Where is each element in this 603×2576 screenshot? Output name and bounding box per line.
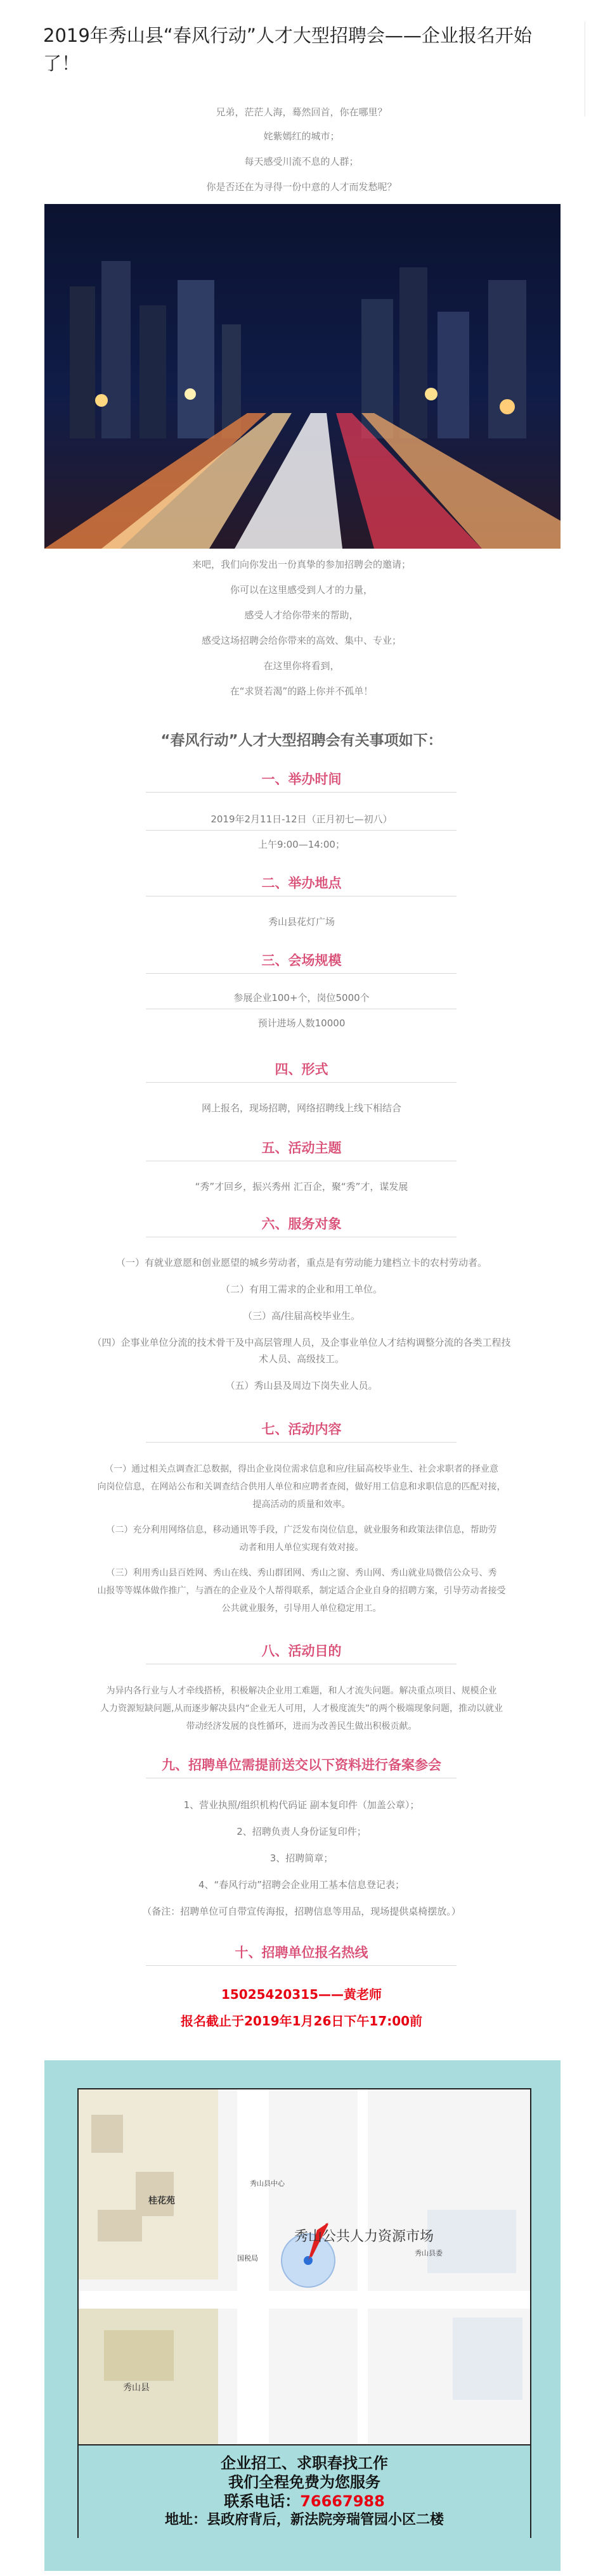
banner-phone-label: 联系电话： — [224, 2492, 301, 2510]
divider — [146, 973, 457, 974]
section-heading-7: 七、活动内容 — [261, 1422, 342, 1437]
section-heading-8: 八、活动目的 — [261, 1643, 342, 1659]
intro-line-3: 每天感受川流不息的人群； — [244, 156, 359, 167]
section-7-p1-2: 向岗位信息，在网站公布和关调查结合供用人单位和应聘者查阅，做好用工信息和求职信息的匹配对接， — [97, 1482, 506, 1492]
section-heading-1: 一、举办时间 — [261, 772, 342, 787]
section-heading-2: 二、举办地点 — [261, 876, 342, 891]
section-5-text: “秀”才回乡，振兴秀州 汇百企，聚“秀”才，谋发展 — [195, 1181, 408, 1192]
section-7-p1-3: 提高活动的质量和效率。 — [252, 1500, 351, 1510]
section-9-item-5: （备注：招聘单位可自带宣传海报，招聘信息等用品，现场提供桌椅摆放。） — [142, 1906, 461, 1917]
divider — [146, 1082, 457, 1083]
section-6-item-3: （三）高/往届高校毕业生。 — [242, 1310, 361, 1322]
map-label: 国税局 — [237, 2254, 258, 2262]
section-3-text-2: 预计进场人数10000 — [257, 1017, 346, 1029]
map-label: 秀山县委 — [415, 2249, 443, 2257]
hotline-number: 15025420315——黄老师 — [221, 1987, 382, 2002]
section-1-text-1: 2019年2月11日-12日（正月初七—初八） — [211, 813, 392, 825]
section-1-text-2: 上午9:00—14:00； — [258, 839, 345, 850]
section-heading-6: 六、服务对象 — [261, 1216, 342, 1232]
section-6-item-2: （二）有用工需求的企业和用工单位。 — [220, 1284, 382, 1295]
after-photo-line-4: 感受这场招聘会给你带来的高效、集中、专业； — [201, 635, 401, 646]
section-9-item-4: 4、“春风行动”招聘会企业用工基本信息登记表； — [198, 1879, 405, 1891]
city-night-photo — [44, 204, 561, 549]
section-7-p2-2: 动者和用人单位实现有效对接。 — [239, 1543, 364, 1553]
after-photo-line-1: 来吧，我们向你发出一份真挚的参加招聘会的邀请； — [191, 559, 411, 570]
after-photo-line-5: 在这里你将看到， — [263, 660, 340, 672]
intro-line-2: 姹紫嫣红的城市； — [263, 131, 340, 142]
section-heading-4: 四、形式 — [275, 1062, 328, 1077]
section-heading-9: 九、招聘单位需提前送交以下资料进行备案参会 — [162, 1757, 441, 1773]
section-8-p-1: 为异内各行业与人才牵线搭桥，积极解决企业用工难题，和人才流失问题。解决重点项目、规模企业 — [106, 1686, 497, 1696]
after-photo-line-6: 在“求贤若渴”的路上你并不孤单！ — [230, 685, 373, 697]
section-2-text: 秀山县花灯广场 — [268, 916, 335, 928]
page-title: 2019年秀山县“春风行动”人才大型招聘会——企业报名开始了！ — [43, 25, 532, 74]
divider — [146, 1965, 457, 1966]
map-label: 秀山县 — [123, 2383, 150, 2393]
section-4-text: 网上报名，现场招聘，网络招聘线上线下相结合 — [201, 1102, 401, 1114]
section-3-text-1: 参展企业100+个，岗位5000个 — [233, 992, 370, 1004]
intro-line-4: 你是否还在为寻得一份中意的人才而发愁呢？ — [206, 181, 397, 193]
divider — [146, 792, 457, 793]
section-7-p1-1: （一）通过相关点调查汇总数据，得出企业岗位需求信息和应/往届高校毕业生、社会求职者的择业意 — [105, 1464, 498, 1474]
section-9-item-2: 2、招聘负责人身份证复印件； — [237, 1826, 366, 1837]
deadline: 报名截止于2019年1月26日下午17:00前 — [180, 2013, 423, 2029]
section-7-p3-1: （三）利用秀山县百姓网、秀山在线、秀山群团网、秀山之窗、秀山网、秀山就业局微信公众号、秀 — [106, 1568, 497, 1578]
section-title: “春风行动”人才大型招聘会有关事项如下： — [160, 732, 443, 749]
location-map — [44, 2060, 561, 2571]
section-heading-3: 三、会场规模 — [261, 953, 342, 968]
section-heading-10: 十、招聘单位报名热线 — [235, 1945, 368, 1960]
section-8-p-2: 人力资源短缺问题,从而逐步解决县内“企业无人可用，人才极度流失”的两个极端现象问题，推动以就业 — [100, 1704, 503, 1714]
section-7-p3-2: 山报等等媒体做作推广，与酒在的企业及个人帮得联系，制定适合企业自身的招聘方案，引导劳动者接受 — [97, 1586, 506, 1596]
map-frame — [77, 2088, 531, 2538]
after-photo-line-3: 感受人才给你带来的帮助， — [244, 609, 359, 621]
intro-line-1: 兄弟，茫茫人海，蓦然回首，你在哪里？ — [216, 106, 387, 118]
banner-line-2: 我们全程免费为您服务 — [228, 2473, 380, 2491]
section-9-item-3: 3、招聘简章； — [269, 1852, 334, 1864]
after-photo-line-2: 你可以在这里感受到人才的力量， — [230, 584, 373, 596]
banner-phone: 76667988 — [300, 2492, 385, 2510]
section-9-item-1: 1、营业执照/组织机构代码证 副本复印件（加盖公章）； — [183, 1799, 420, 1811]
section-6-item-4b: 术人员、高级技工。 — [258, 1353, 344, 1365]
divider — [146, 1442, 457, 1443]
banner-line-1: 企业招工、求职春找工作 — [221, 2454, 388, 2472]
section-7-p2-1: （二）充分利用网络信息，移动通讯等手段，广泛发布岗位信息，就业服务和政策法律信息，帮助劳 — [106, 1525, 497, 1535]
section-6-item-4: （四）企事业单位分流的技术骨干及中高层管理人员，及企事业单位人才结构调整分流的各类工程技 — [92, 1337, 511, 1348]
divider — [146, 830, 457, 831]
section-8-p-3: 带动经济发展的良性循环，进而为改善民生做出积极贡献。 — [186, 1721, 417, 1731]
section-6-item-1: （一）有就业意愿和创业愿望的城乡劳动者，重点是有劳动能力建档立卡的农村劳动者。 — [115, 1257, 487, 1268]
map-label: 秀山县中心 — [250, 2179, 285, 2188]
section-7-p3-3: 公共就业服务，引导用人单位稳定用工。 — [221, 1604, 382, 1614]
map-title: 秀山公共人力资源市场 — [294, 2229, 434, 2245]
banner-line-4: 地址：县政府背后，新法院旁瑞管园小区二楼 — [164, 2512, 444, 2528]
map-banner — [79, 2444, 530, 2538]
section-6-item-5: （五）秀山县及周边下岗失业人员。 — [225, 1380, 378, 1391]
map-label: 桂花苑 — [148, 2196, 175, 2206]
section-heading-5: 五、活动主题 — [261, 1140, 342, 1156]
banner-line-3 — [79, 2489, 530, 2511]
